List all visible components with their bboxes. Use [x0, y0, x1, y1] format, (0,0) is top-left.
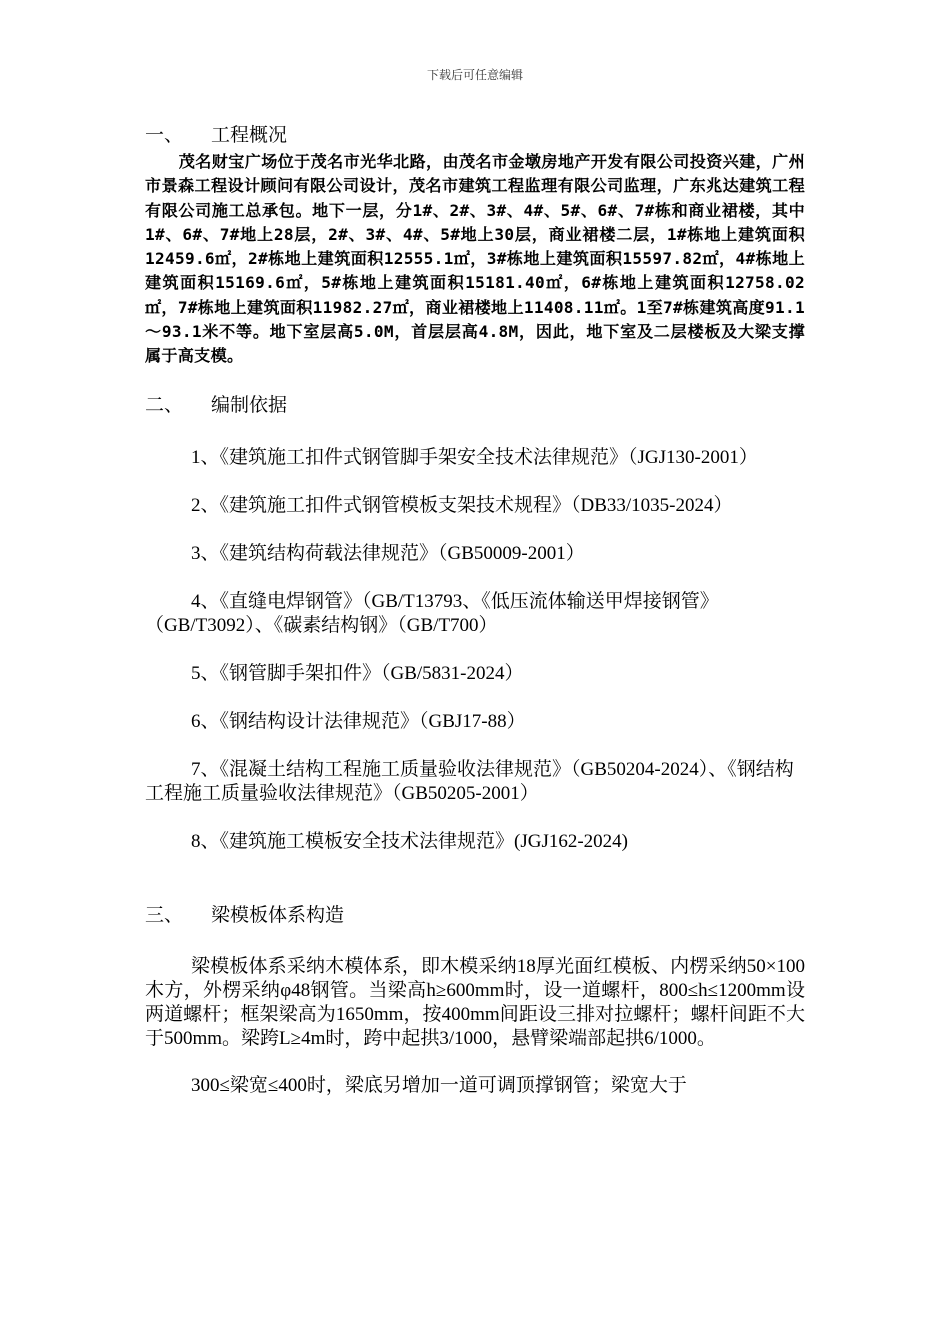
- project-overview-paragraph: 茂名财宝广场位于茂名市光华北路，由茂名市金墩房地产开发有限公司投资兴建，广州市景森工程设计顾问有限公司设计，茂名市建筑工程监理有限公司监理，广东兆达建筑工程有限公司施工总承包。地下一层，分1#、2#、3#、4#、5#、6#、7#栋和商业裙楼，其中1#、6#、7#地上28层，2#、3#、4#、5#地上30层，商业裙楼二层，1#栋地上建筑面积12459.6㎡，2#栋地上建筑面积12555.1㎡，3#栋地上建筑面积15597.82㎡，4#栋地上建筑面积15169.6㎡，5#栋地上建筑面积15181.40㎡，6#栋地上建筑面积12758.02㎡，7#栋地上建筑面积11982.27㎡，商业裙楼地上11408.11㎡。1至7#栋建筑高度91.1～93.1米不等。地下室层高5.0M，首层层高4.8M，因此，地下室及二层楼板及大梁支撑属于高支模。: [145, 152, 805, 366]
- basis-item: 2、《建筑施工扣件式钢管模板支架技术规程》（DB33/1035-2024）: [191, 494, 733, 516]
- section-heading-overview: [145, 120, 805, 150]
- basis-item: 6、《钢结构设计法律规范》（GBJ17-88）: [191, 710, 526, 732]
- section-number: 三、: [145, 903, 184, 926]
- section-number: 二、: [145, 393, 184, 416]
- basis-item: 4、《直缝电焊钢管》（GB/T13793、《低压流体输送甲焊接钢管》（GB/T3092）、《碳素结构钢》（GB/T700）: [145, 590, 719, 636]
- basis-item: 3、《建筑结构荷载法律规范》（GB50009-2001）: [191, 542, 585, 564]
- section-number: 一、: [145, 124, 184, 146]
- basis-item: 5、《钢管脚手架扣件》（GB/5831-2024）: [191, 662, 524, 684]
- page-header-note: 下载后可任意编辑: [426, 68, 523, 82]
- basis-item: 8、《建筑施工模板安全技术法律规范》(JGJ162-2024): [191, 830, 628, 852]
- section-title: 梁模板体系构造: [211, 903, 345, 926]
- section-heading-basis: [145, 390, 805, 420]
- basis-item: 7、《混凝土结构工程施工质量验收法律规范》（GB50204-2024）、《钢结构工程施工质量验收法律规范》（GB50205-2001）: [145, 758, 794, 804]
- structure-paragraph: 300≤梁宽≤400时，梁底另增加一道可调顶撑钢管；梁宽大于: [191, 1074, 687, 1096]
- section-title: 编制依据: [211, 393, 288, 416]
- structure-paragraph: 梁模板体系采纳木模体系，即木模采纳18厚光面红模板、内楞采纳50×100木方，外楞采纳φ48钢管。当梁高h≥600mm时，设一道螺杆，800≤h≤1200mm设两道螺杆；框架梁高为1650mm，按400mm间距设三排对拉螺杆；螺杆间距不大于500mm。梁跨L≥4m时，跨中起拱3/1000，悬臂梁端部起拱6/1000。: [145, 955, 805, 1049]
- document-body: [145, 120, 805, 1121]
- basis-item: 1、《建筑施工扣件式钢管脚手架安全技术法律规范》（JGJ130-2001）: [191, 446, 758, 468]
- section-heading-structure: [145, 900, 805, 930]
- section-title: 工程概况: [211, 124, 288, 146]
